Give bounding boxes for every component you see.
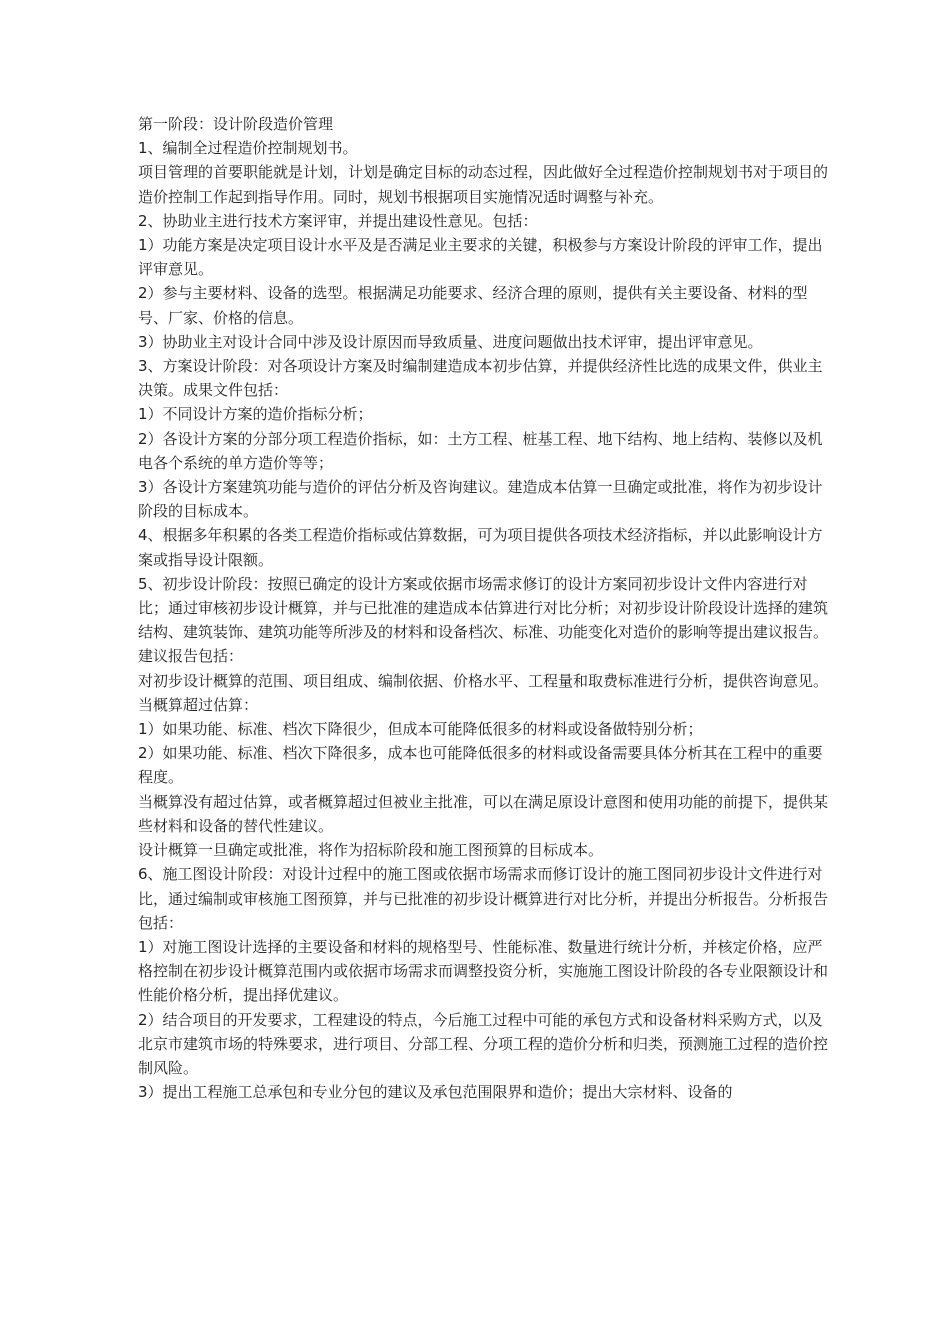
section-heading: 第一阶段：设计阶段造价管理: [138, 115, 334, 133]
list-item: 1）不同设计方案的造价指标分析；: [138, 405, 373, 424]
item-6-heading: 6、施工图设计阶段：对设计过程中的施工图或依据市场需求而修订设计的施工图同初步设计文件进行对比，通过编制或审核施工图预算，并与已批准的初步设计概算进行对比分析，并提出分析报告。分析报告包括：: [138, 865, 829, 932]
item-2-heading: 2、协助业主进行技术方案评审，并提出建设性意见。包括：: [138, 211, 538, 230]
list-item: 2）如果功能、标准、档次下降很多，成本也可能降低很多的材料或设备需要具体分析其在工程中的重要程度。: [138, 744, 823, 787]
list-item: 1）对施工图设计选择的主要设备和材料的规格型号、性能标准、数量进行统计分析，并核定价格，应严格控制在初步设计概算范围内或依据市场需求而调整投资分析，实施施工图设计阶段的各专业限额设计和性能价格分析，提出择优建议。: [138, 937, 829, 1005]
paragraph: 当概算没有超过估算，或者概算超过但被业主批准，可以在满足原设计意图和使用功能的前提下，提供某些材料和设备的替代性建议。: [138, 792, 829, 835]
list-item: 3）协助业主对设计合同中涉及设计原因而导致质量、进度问题做出技术评审，提出评审意见。: [138, 332, 763, 351]
list-item: 2）各设计方案的分部分项工程造价指标，如：土方工程、桩基工程、地下结构、地上结构、装修以及机电各个系统的单方造价等等；: [138, 429, 823, 472]
list-item: 3）提出工程施工总承包和专业分包的建议及承包范围限界和造价；提出大宗材料、设备的: [138, 1083, 733, 1102]
list-item: 2）结合项目的开发要求，工程建设的特点，今后施工过程中可能的承包方式和设备材料采购方式，以及北京市建筑市场的特殊要求，进行项目、分部工程、分项工程的造价分析和归类，预测施工过程的造价控制风险。: [138, 1010, 829, 1077]
list-item: 3）各设计方案建筑功能与造价的评估分析及咨询建议。建造成本估算一旦确定或批准，将作为初步设计阶段的目标成本。: [138, 478, 823, 521]
paragraph: 对初步设计概算的范围、项目组成、编制依据、价格水平、工程量和取费标准进行分析，提供咨询意见。: [138, 671, 829, 690]
item-4-heading: 4、根据多年积累的各类工程造价指标或估算数据，可为项目提供各项技术经济指标，并以此影响设计方案或指导设计限额。: [138, 526, 823, 569]
item-1-heading: 1、编制全过程造价控制规划书。: [138, 139, 358, 158]
list-item: 2）参与主要材料、设备的选型。根据满足功能要求、经济合理的原则，提供有关主要设备、材料的型号、厂家、价格的信息。: [138, 284, 808, 327]
paragraph: 当概算超过估算：: [138, 695, 259, 714]
paragraph: 设计概算一旦确定或批准，将作为招标阶段和施工图预算的目标成本。: [138, 841, 604, 860]
document-body: [138, 112, 828, 1104]
paragraph: 项目管理的首要职能就是计划，计划是确定目标的动态过程，因此做好全过程造价控制规划书对于项目的造价控制工作起到指导作用。同时，规划书根据项目实施情况适时调整与补充。: [138, 163, 829, 206]
list-item: 1）如果功能、标准、档次下降很少，但成本可能降低很多的材料或设备做特别分析；: [138, 720, 703, 739]
item-3-heading: 3、方案设计阶段：对各项设计方案及时编制建造成本初步估算，并提供经济性比选的成果文件，供业主决策。成果文件包括：: [138, 357, 823, 400]
item-5-heading: 5、初步设计阶段：按照已确定的设计方案或依据市场需求修订的设计方案同初步设计文件内容进行对比；通过审核初步设计概算，并与已批准的建造成本估算进行对比分析；对初步设计阶段设计选择的建筑结构、建筑装饰、建筑功能等所涉及的材料和设备档次、标准、功能变化对造价的影响等提出建议报告。建议报告包括：: [138, 574, 829, 666]
list-item: 1）功能方案是决定项目设计水平及是否满足业主要求的关键，积极参与方案设计阶段的评审工作，提出评审意见。: [138, 236, 823, 279]
